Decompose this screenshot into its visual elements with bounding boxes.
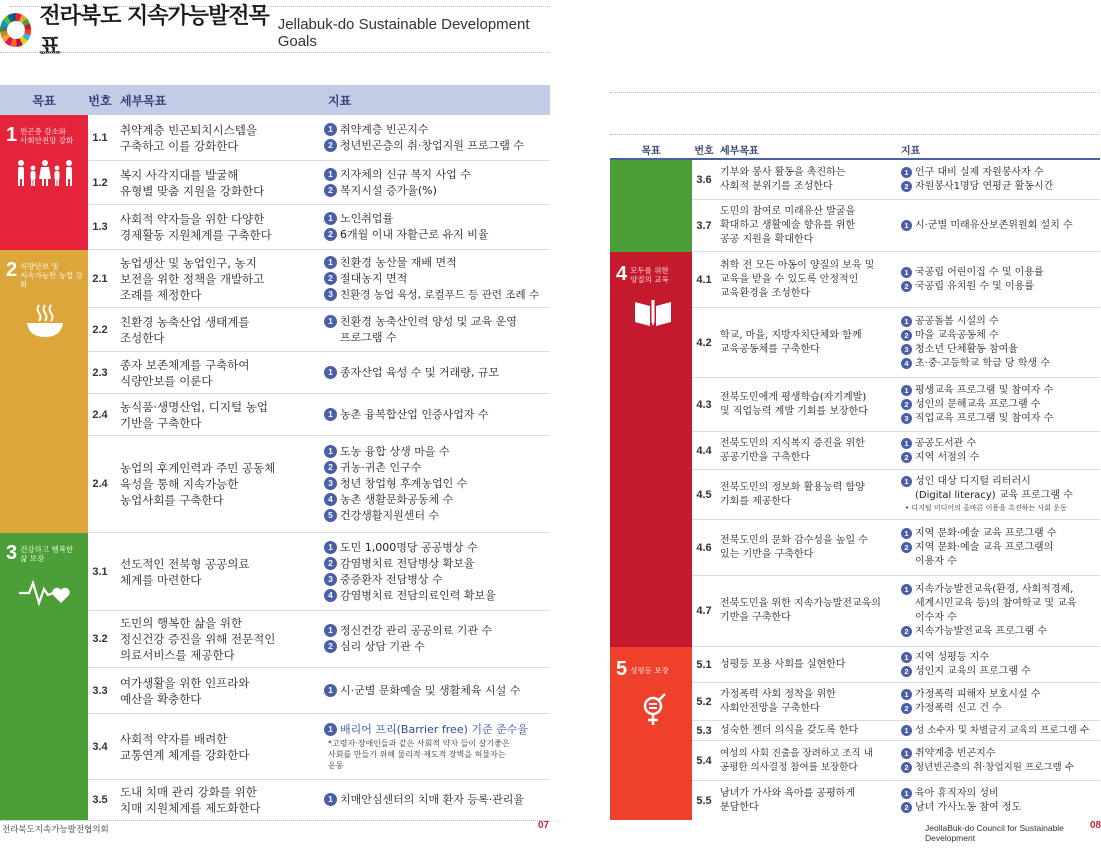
row-num: 2.3	[92, 366, 108, 379]
row-num: 4.3	[696, 398, 712, 411]
ind-marker: 2	[324, 640, 337, 653]
row-sub: 성평등 포용 사회를 실현한다	[720, 658, 846, 670]
ind-marker: 1	[324, 256, 337, 269]
table-row	[692, 160, 1100, 200]
table-row	[88, 668, 550, 714]
row-num: 2.1	[92, 272, 108, 285]
table-header	[610, 140, 1100, 160]
ind-text: 육아 휴직자의 성비	[915, 787, 999, 799]
ind-marker: 1	[324, 408, 337, 421]
ind-marker: 1	[901, 652, 912, 663]
goal-4-block	[610, 252, 692, 647]
row-num: 5.5	[696, 794, 712, 807]
goal-2-block	[0, 250, 88, 533]
row-num: 1.1	[92, 131, 108, 144]
page-number: 08	[1090, 820, 1101, 831]
ind-text: 친환경 농축산인력 양성 및 교육 운영 프로그램 수	[340, 314, 517, 344]
ind-marker: 1	[324, 445, 337, 458]
row-num: 5.3	[696, 724, 712, 737]
row-sub: 사회적 약자를 배려한 교통연계 체계를 강화한다	[120, 731, 250, 762]
table-row	[88, 780, 550, 820]
ind-marker: 1	[324, 366, 337, 379]
row-num: 3.6	[696, 173, 712, 186]
ind-marker: 5	[324, 509, 337, 522]
row-sub: 농업의 후계인력과 주민 공동체 육성을 통해 지속가능한 농업사회를 구축한다	[120, 461, 276, 507]
ind-marker: 1	[901, 167, 912, 178]
row-num: 1.2	[92, 176, 108, 189]
row-num: 4.7	[696, 605, 712, 617]
ind-marker: 2	[324, 139, 337, 152]
table-row	[88, 352, 550, 394]
title-korean: 전라북도 지속가능발전목표	[39, 4, 269, 60]
ind-text: 인구 대비 실제 자원봉사자 수	[915, 166, 1044, 178]
row-num: 3.4	[92, 740, 108, 753]
ind-marker: 1	[324, 315, 337, 328]
ind-marker: 1	[901, 267, 912, 278]
row-ind	[320, 540, 550, 604]
row-ind	[897, 583, 1100, 639]
row-sub: 전북도민의 지식복지 증진을 위한 공공기반을 구축한다	[720, 437, 865, 463]
table-row	[88, 436, 550, 533]
ind-marker: 2	[324, 228, 337, 241]
ind-marker: 3	[324, 288, 337, 301]
ind-text: 성인의 문해교육 프로그램 수	[915, 398, 1041, 410]
ind-text: 지속가능발전교육 프로그램 수	[915, 626, 1047, 637]
ind-text: 평생교육 프로그램 및 참여자 수	[915, 384, 1054, 396]
ind-text: 중증환자 전담병상 수	[340, 572, 443, 586]
row-num: 4.6	[696, 541, 712, 554]
row-sub: 전북도민의 정보화 활용능력 함양 기회를 제공한다	[720, 481, 865, 507]
ind-text: 도농 융합 상생 마을 수	[340, 445, 450, 458]
row-sub: 여성의 사회 진출을 장려하고 조직 내 공평한 의사결정 참여를 보장한다	[720, 747, 873, 773]
row-sub: 취학 전 모든 아동이 양질의 보육 및 교육을 받을 수 있도록 안정적인 교육환경을 조성한다	[720, 259, 875, 299]
row-ind	[897, 651, 1100, 679]
ind-marker: 2	[901, 703, 912, 714]
ind-text: 공공도서관 수	[915, 437, 977, 449]
row-ind	[897, 724, 1100, 738]
header-ind: 지표	[901, 145, 921, 157]
row-num: 4.5	[696, 488, 712, 501]
footer-org: JeollaBuk-do Council for Sustainable Development	[925, 823, 1064, 843]
footer-divider	[0, 820, 550, 821]
goal-label: 건강하고 행복한 삶 보장	[20, 545, 74, 563]
row-sub: 도민의 참여로 미래유산 발굴을 확대하고 생활예술 향유를 위한 공공 지원을 확대한다	[720, 205, 856, 245]
ind-marker: 4	[901, 358, 912, 369]
table-row	[692, 576, 1100, 647]
row-sub: 전북도민에게 평생학습(자기계발) 및 직업능력 계발 기회를 보장한다	[720, 391, 868, 417]
ind-text: 성인지 교육의 프로그램 수	[915, 665, 1031, 677]
goal-number: 1	[6, 124, 18, 146]
table-row	[88, 533, 550, 611]
goal-5-block	[610, 647, 692, 820]
ind-marker: 2	[324, 461, 337, 474]
food-bowl-icon	[6, 303, 84, 346]
goal-3-continued-block	[610, 160, 692, 252]
ind-marker: 1	[901, 476, 912, 487]
ind-text: 직업교육 프로그램 및 참여자 수	[915, 412, 1054, 424]
ind-text: 지역 문화·예술 교육 프로그램 수	[915, 527, 1057, 539]
table-row	[88, 611, 550, 668]
header-num: 번호	[88, 93, 112, 108]
goal-label: 성평등 보장	[630, 666, 669, 675]
ind-text: 지역 성평등 지수	[915, 651, 989, 663]
ind-text: 마을 교육공동체 수	[915, 329, 999, 341]
ind-text: 자원봉사1명당 연평균 활동시간	[915, 180, 1054, 192]
goal-number: 5	[616, 658, 628, 680]
ind-text: 국공립 유치원 수 및 이용률	[915, 280, 1034, 292]
book-icon	[616, 298, 689, 335]
table-row	[88, 161, 550, 205]
row-ind	[320, 722, 550, 771]
ind-text: 지역 서점의 수	[915, 451, 980, 463]
table-row	[692, 200, 1100, 252]
ind-marker: 2	[901, 330, 912, 341]
row-ind	[897, 315, 1100, 371]
row-ind	[897, 787, 1100, 815]
table-row	[692, 470, 1100, 520]
row-ind	[320, 683, 550, 699]
ind-text: 초·중·고등학교 학급 당 학생 수	[915, 357, 1050, 369]
header-sub: 세부목표	[120, 93, 167, 108]
ind-marker: 1	[901, 748, 912, 759]
ind-marker: 1	[901, 725, 912, 736]
table-row	[88, 714, 550, 780]
row-ind	[897, 475, 1100, 514]
row-sub: 종자 보존체계를 구축하여 식량안보를 이룬다	[120, 357, 250, 388]
ind-text: 취약계층 빈곤지수	[915, 747, 996, 759]
ind-marker: 2	[901, 666, 912, 677]
ind-marker: 4	[324, 493, 337, 506]
ind-marker: 1	[324, 723, 337, 736]
gender-icon	[616, 693, 689, 734]
ind-text: 지자체의 신규 복지 사업 수	[340, 167, 471, 181]
ind-marker: 2	[324, 184, 337, 197]
ind-marker: 3	[324, 573, 337, 586]
ind-marker: 1	[324, 212, 337, 225]
table-row	[692, 432, 1100, 470]
goal-number: 3	[6, 542, 18, 564]
row-sub: 전북도민의 문화 감수성을 높일 수 있는 기반을 구축한다	[720, 534, 868, 560]
row-ind	[897, 384, 1100, 426]
sdg-wheel-icon	[0, 13, 31, 47]
ind-marker: 1	[901, 316, 912, 327]
row-ind	[897, 527, 1100, 569]
ind-text: 청년빈곤층의 취·창업지원 프로그램 수	[915, 761, 1074, 773]
header-sub: 세부목표	[720, 145, 759, 157]
table-row	[692, 721, 1100, 741]
heartbeat-icon	[6, 577, 84, 614]
right-page	[565, 0, 1100, 868]
header-divider	[610, 134, 1100, 135]
footer-org: 전라북도지속가능발전협의회	[2, 825, 109, 835]
ind-text: 도민 1,000명당 공공병상 수	[340, 540, 478, 554]
ind-marker: 3	[901, 413, 912, 424]
table-row	[88, 308, 550, 352]
ind-marker: 3	[901, 344, 912, 355]
ind-text: 6개월 이내 자활근로 유지 비율	[340, 228, 489, 241]
ind-marker: 2	[901, 626, 912, 637]
ind-text: 시·군별 문화예술 및 생활체육 시설 수	[340, 683, 521, 697]
row-sub: 도민의 행복한 삶을 위한 정신건강 증진을 위해 전문적인 의료서비스를 제공한다	[120, 616, 276, 662]
goal-label: 식량안보 및 지속가능한 농업 강화	[20, 262, 83, 289]
title-english: Jellabuk-do Sustainable Development Goals	[277, 16, 530, 50]
row-sub: 취약계층 빈곤퇴치시스템을 구축하고 이를 강화한다	[120, 122, 257, 153]
table-row	[88, 394, 550, 436]
row-ind	[320, 623, 550, 655]
row-sub: 성숙한 젠더 의식을 갖도록 한다	[720, 724, 859, 736]
row-sub: 사회적 약자들을 위한 다양한 경제활동 지원체계를 구축한다	[120, 212, 272, 242]
row-ind	[897, 266, 1100, 294]
row-ind	[320, 122, 550, 154]
goal-label: 모두를 위한 양질의 교육	[630, 266, 669, 284]
table-row	[88, 205, 550, 250]
row-num: 2.4	[92, 478, 108, 490]
header-goal: 목표	[641, 145, 661, 157]
ind-marker: 1	[901, 385, 912, 396]
row-num: 4.4	[696, 444, 712, 457]
table-row	[692, 683, 1100, 721]
row-ind	[897, 437, 1100, 465]
goal-label: 빈곤층 감소와 사회안전망 강화	[20, 127, 74, 145]
table-row	[692, 308, 1100, 378]
goal-number: 4	[616, 263, 628, 285]
table-row	[88, 115, 550, 161]
row-num: 5.2	[696, 695, 712, 708]
table-row	[692, 520, 1100, 576]
header-num: 번호	[694, 145, 714, 157]
row-sub: 농식품·생명산업, 디지털 농업 기반을 구축한다	[120, 399, 268, 430]
ind-marker: 1	[324, 684, 337, 697]
row-num: 3.2	[92, 633, 108, 645]
ind-text: 국공립 어린이집 수 및 이용률	[915, 266, 1044, 278]
row-ind	[897, 219, 1100, 233]
row-num: 3.7	[696, 219, 712, 232]
header-goal: 목표	[32, 93, 56, 108]
top-divider	[610, 92, 1100, 93]
ind-text: 건강생활지원센터 수	[340, 509, 440, 522]
ind-text: 심리 상담 기관 수	[340, 640, 425, 653]
ind-text: 배리어 프리(Barrier free) 기준 준수율	[340, 723, 529, 736]
ind-text: 공공돌봄 시설의 수	[915, 315, 999, 327]
ind-text: 성 소수자 및 차별금지 교육의 프로그램 수	[915, 724, 1090, 736]
ind-marker: 2	[324, 272, 337, 285]
ind-marker: 1	[901, 584, 912, 595]
ind-text: 시·군별 미래유산보존위원회 설치 수	[915, 219, 1073, 231]
row-sub: 학교, 마을, 지방자치단체와 함께 교육공동체를 구축한다	[720, 329, 862, 355]
ind-marker: 1	[324, 168, 337, 181]
ind-marker: 2	[901, 542, 912, 553]
row-ind	[897, 688, 1100, 716]
ind-text: 정신건강 관리 공공의료 기관 수	[340, 624, 493, 637]
ind-text: 감염병치료 전담의료인력 확보율	[340, 588, 496, 602]
ind-text: 남녀 가사노동 참여 정도	[915, 801, 1022, 813]
ind-text: 친환경 농산물 재배 면적	[340, 255, 457, 269]
ind-text: 감염병치료 전담병상 확보율	[340, 556, 475, 570]
row-sub: 기부와 봉사 활동을 촉진하는 사회적 분위기를 조성한다	[720, 166, 846, 192]
ind-marker: 2	[901, 281, 912, 292]
ind-text: 절대농지 면적	[340, 271, 408, 285]
ind-marker: 1	[901, 220, 912, 231]
ind-marker: 2	[901, 762, 912, 773]
table-header	[0, 85, 550, 115]
row-sub: 친환경 농축산업 생태계를 조성한다	[120, 314, 250, 345]
ind-footnote: • 디지털 미디어의 올바른 이용을 촉진하는 사회 운동	[905, 504, 1067, 512]
row-num: 3.1	[92, 565, 108, 578]
ind-marker: 1	[324, 624, 337, 637]
ind-text: 성인 대상 디지털 리터러시 (Digital literacy) 교육 프로그램 수	[915, 476, 1073, 501]
ind-text: 청소년 단체활동 참여율	[915, 343, 1018, 355]
row-sub: 전북도민을 위한 지속가능발전교육의 기반을 구축한다	[720, 598, 881, 623]
ind-text: 귀농·귀촌 인구수	[340, 461, 422, 474]
ind-marker: 1	[324, 793, 337, 806]
title-divider	[0, 52, 550, 53]
left-page	[0, 0, 550, 868]
row-sub: 선도적인 전북형 공공의료 체계를 마련한다	[120, 556, 250, 587]
row-ind	[320, 407, 550, 423]
row-num: 3.3	[92, 684, 108, 697]
goal-3-block	[0, 533, 88, 820]
page-title	[0, 4, 550, 60]
ind-text: 친환경 농업 육성, 로컬푸드 등 관련 조례 수	[340, 288, 540, 301]
ind-text: 치매안심센터의 치매 환자 등록·관리율	[340, 793, 525, 806]
row-sub: 여가생활을 위한 인프라와 예산을 확충한다	[120, 675, 250, 706]
ind-text: 지역 문화·예술 교육 프로그램의 이용자 수	[915, 541, 1054, 567]
table-row	[692, 647, 1100, 683]
page-number: 07	[538, 820, 550, 831]
table-row	[88, 250, 550, 308]
row-num: 2.4	[92, 408, 108, 421]
ind-marker: 2	[324, 557, 337, 570]
ind-marker: 1	[901, 438, 912, 449]
row-ind	[320, 255, 550, 303]
family-icon	[6, 159, 84, 194]
row-sub: 농업생산 및 농업인구, 농지 보전을 위한 정책을 개발하고 조례를 제정한다	[120, 255, 265, 302]
row-ind	[320, 444, 550, 524]
ind-marker: 1	[901, 788, 912, 799]
goal-1-block	[0, 115, 88, 250]
ind-text: 농촌 융복합산업 인증사업자 수	[340, 407, 489, 421]
row-ind	[320, 167, 550, 199]
ind-text: 취약계층 빈곤지수	[340, 122, 429, 136]
table-row	[692, 741, 1100, 781]
ind-footnote: *고령자·장애인들과 같은 사회적 약자 들이 살기좋은 사회를 만들기 위해 물리적·제도적 장벽을 허물자는 운동	[328, 739, 510, 770]
row-num: 5.4	[696, 754, 712, 767]
row-num: 2.2	[92, 323, 108, 336]
goal-number: 2	[6, 259, 18, 281]
row-sub: 가정폭력 사회 정착을 위한 사회안전망을 구축한다	[720, 688, 836, 714]
ind-marker: 3	[324, 477, 337, 490]
ind-marker: 2	[901, 452, 912, 463]
ind-text: 청년 창업형 후계농업인 수	[340, 477, 468, 490]
ind-text: 농촌 생활문화공동체 수	[340, 493, 454, 506]
ind-marker: 2	[901, 181, 912, 192]
row-sub: 복지 사각지대를 발굴해 유형별 맞춤 지원을 강화한다	[120, 167, 265, 198]
row-num: 1.3	[92, 221, 108, 233]
row-ind	[320, 365, 550, 381]
row-ind	[897, 747, 1100, 775]
table-row	[692, 378, 1100, 432]
table-row	[692, 781, 1100, 820]
row-num: 4.1	[696, 273, 712, 286]
ind-marker: 2	[901, 802, 912, 813]
ind-text: 지속가능발전교육(환경, 사회적경제, 세계시민교육 등)의 참여학교 및 교육 이수자 수	[915, 584, 1077, 623]
ind-text: 복지시설 증가율(%)	[340, 183, 437, 197]
ind-text: 가정폭력 신고 건 수	[915, 702, 1002, 714]
row-num: 3.5	[92, 794, 108, 806]
ind-marker: 4	[324, 589, 337, 602]
header-ind: 지표	[328, 93, 352, 108]
ind-marker: 1	[901, 528, 912, 539]
row-num: 4.2	[696, 336, 712, 349]
row-ind	[897, 166, 1100, 194]
row-sub: 도내 치매 관리 강화를 위한 치매 지원체계를 제도화한다	[120, 785, 261, 815]
ind-marker: 2	[901, 399, 912, 410]
ind-marker: 1	[324, 541, 337, 554]
row-ind	[320, 792, 550, 808]
row-sub: 남녀가 가사와 육아를 공평하게 분담한다	[720, 787, 856, 813]
row-num: 5.1	[696, 658, 712, 671]
ind-text: 노인취업률	[340, 212, 394, 225]
ind-text: 종자산업 육성 수 및 거래량, 규모	[340, 365, 500, 379]
table-row	[692, 252, 1100, 308]
ind-text: 가정폭력 피해자 보호시설 수	[915, 688, 1041, 700]
row-ind	[320, 211, 550, 243]
ind-marker: 1	[324, 123, 337, 136]
ind-marker: 1	[901, 689, 912, 700]
ind-text: 청년빈곤층의 취·창업지원 프로그램 수	[340, 138, 525, 152]
row-ind	[320, 314, 550, 346]
